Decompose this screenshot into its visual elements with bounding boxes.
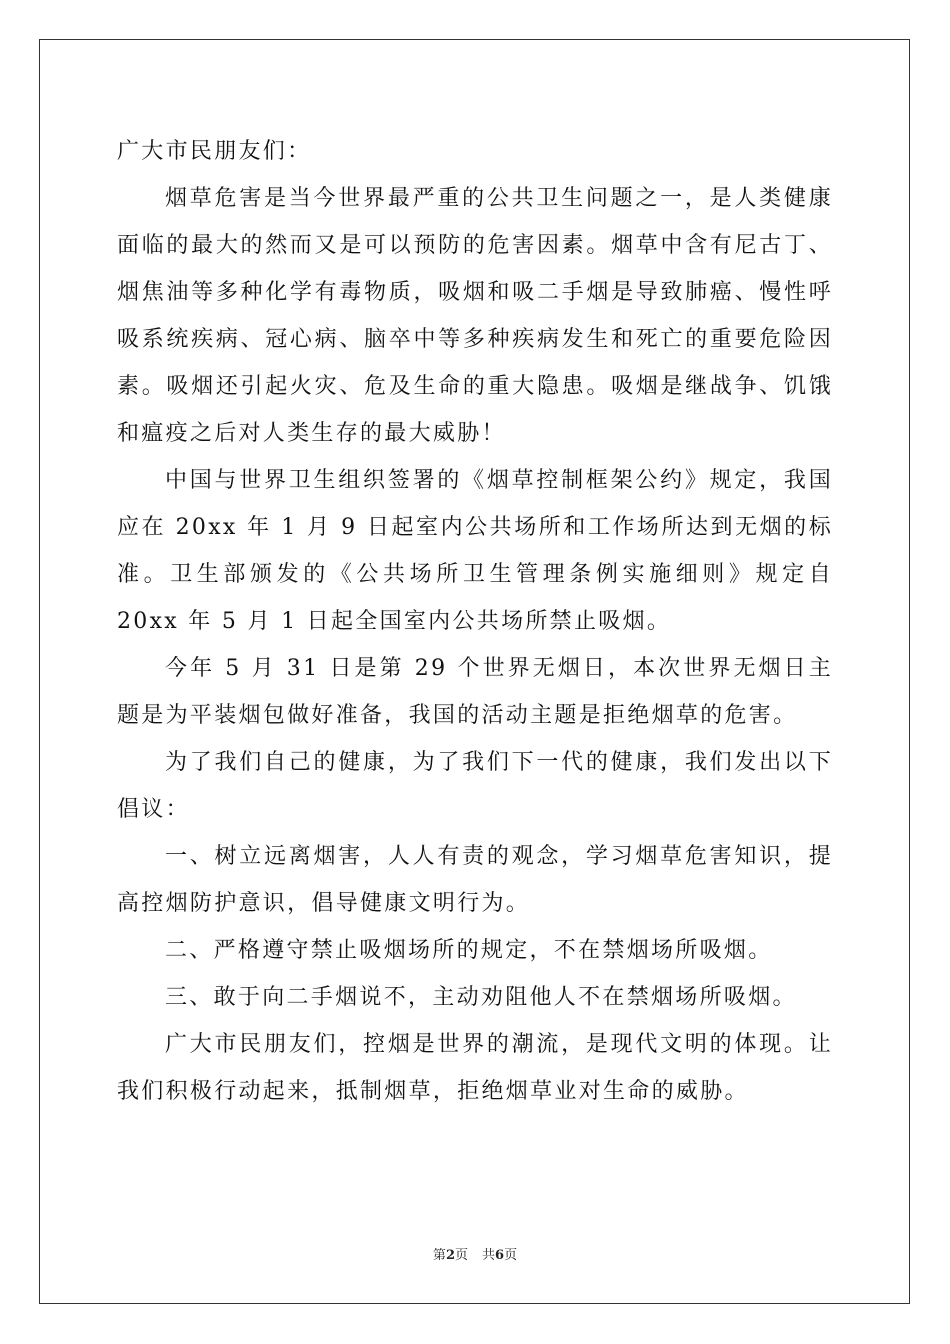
proposal-item-1: 一、树立远离烟害，人人有责的观念，学习烟草危害知识，提高控烟防护意识，倡导健康文明行为。: [117, 844, 833, 916]
paragraph-3: 今年 5 月 31 日是第 29 个世界无烟日，本次世界无烟日主题是为平装烟包做好准备，我国的活动主题是拒绝烟草的危害。: [117, 656, 833, 728]
page-total: 6: [495, 1248, 505, 1263]
paragraph-2: 中国与世界卫生组织签署的《烟草控制框架公约》规定，我国应在 20xx 年 1 月 9 日起室内公共场所和工作场所达到无烟的标准。卫生部颁发的《公共场所卫生管理条例实施细则》规定自 20xx 年 5 月 1 日起全国室内公共场所禁止吸烟。: [117, 468, 833, 634]
page-number-current: 2: [445, 1248, 455, 1263]
paragraph-4: 为了我们自己的健康，为了我们下一代的健康，我们发出以下倡议：: [117, 750, 833, 822]
page-footer: [0, 1247, 950, 1265]
proposal-item-3: 三、敢于向二手烟说不，主动劝阻他人不在禁烟场所吸烟。: [165, 985, 797, 1010]
salutation: 广大市民朋友们：: [117, 139, 312, 164]
page-number-suffix: 页: [454, 1248, 468, 1263]
page-total-prefix: 共: [482, 1248, 496, 1263]
document-body: [117, 128, 833, 1115]
page-total-suffix: 页: [504, 1248, 518, 1263]
closing-paragraph: 广大市民朋友们，控烟是世界的潮流，是现代文明的体现。让我们积极行动起来，抵制烟草，拒绝烟草业对生命的威胁。: [117, 1032, 833, 1104]
page-number-prefix: 第: [432, 1248, 446, 1263]
paragraph-1: 烟草危害是当今世界最严重的公共卫生问题之一，是人类健康面临的最大的然而又是可以预防的危害因素。烟草中含有尼古丁、烟焦油等多种化学有毒物质，吸烟和吸二手烟是导致肺癌、慢性呼吸系统疾病、冠心病、脑卒中等多种疾病发生和死亡的重要危险因素。吸烟还引起火灾、危及生命的重大隐患。吸烟是继战争、饥饿和瘟疫之后对人类生存的最大威胁！: [117, 186, 833, 446]
proposal-item-2: 二、严格遵守禁止吸烟场所的规定，不在禁烟场所吸烟。: [165, 938, 773, 963]
